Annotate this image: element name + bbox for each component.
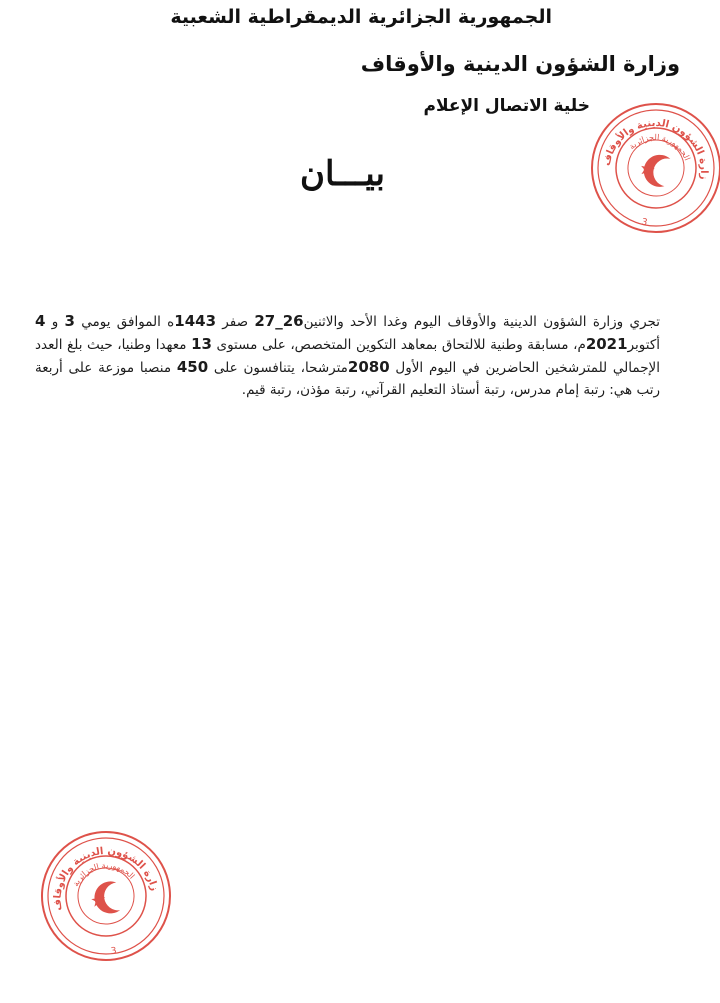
body-text-6: م، مسابقة وطنية للالتحاق بمعاهد التكوين المتخصص، على مستوى [211,337,586,353]
body-number-year: 2021 [585,335,628,353]
stamp-top-ministry-text: وزارة الشؤون الدينية والأوقاف [601,117,710,181]
body-number-days: 26_27 [254,312,304,330]
body-text-3: ه الموافق يومي [74,314,175,330]
stamp-top-republic-text: الجمهورية الجزائرية [627,132,692,162]
official-stamp-top [586,98,720,238]
stamp-top-number: 3 [640,217,649,229]
ministry-heading: وزارة الشؤون الدينية والأوقاف [360,52,680,76]
body-number-hijri-year: 1443 [174,312,217,330]
statement-body [35,310,660,401]
body-number-day-3: 3 [64,312,75,330]
body-text-5: أكتوبر [627,337,660,353]
body-number-positions: 450 [176,358,209,376]
body-text-8: مترشحا، يتنافسون على [208,360,348,376]
statement-title: بيـــان [300,154,385,194]
body-number-candidates: 2080 [347,358,390,376]
body-text-9: منصبا موزعة على أربعة رتب هي: رتبة إمام مدرس، رتبة أستاذ التعليم القرآني، رتبة مؤذن، رتبة قيم. [35,360,660,398]
body-number-institutes: 13 [191,335,212,353]
body-text-7: معهدا وطنيا، حيث بلغ العدد الإجمالي للمترشخين الحاضرين في اليوم الأول [35,337,660,376]
stamp-bottom-number: 3 [110,946,118,957]
stamp-bottom-ministry-text: وزارة الشؤون الدينية والأوقاف [52,845,160,912]
stamp-bottom-republic-text: الجمهورية الجزائرية [71,860,137,888]
communication-cell-heading: خلية الاتصال الإعلام [423,96,590,116]
official-stamp-bottom [36,826,176,966]
republic-heading: الجمهورية الجزائرية الديمقراطية الشعبية [170,6,552,28]
body-text-4: و [45,314,65,330]
body-text-2: صفر [216,314,255,330]
body-number-day-4: 4 [35,312,46,330]
body-text-1: تجري وزارة الشؤون الدينية والأوقاف اليوم وغدا الأحد والاثنين [303,314,660,330]
